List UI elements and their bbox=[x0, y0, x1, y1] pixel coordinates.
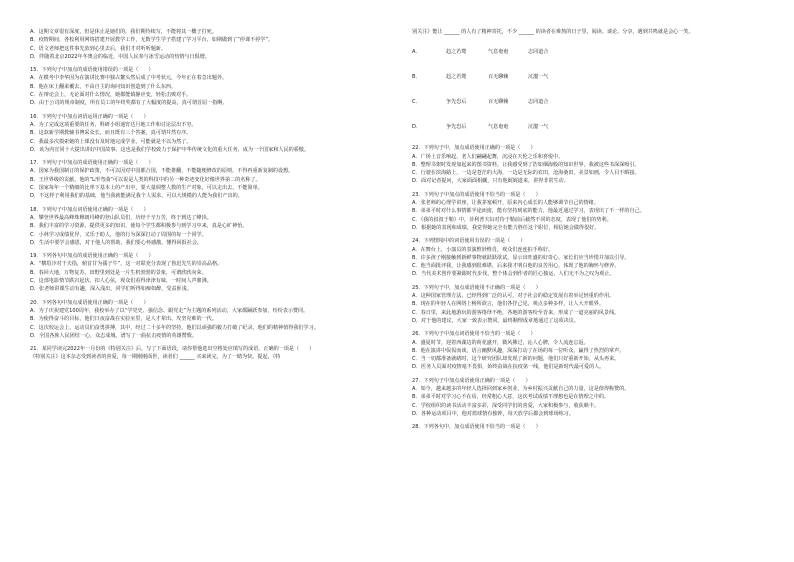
option-term: 气息奄奄 bbox=[488, 48, 509, 55]
left-column bbox=[30, 28, 382, 562]
answer-option: D．全国各族人民团结一心，众志成城，谱写了一曲抗击疫情的英雄赞歌。 bbox=[30, 332, 197, 339]
answer-option: C．我最多次摸索她的上课没有及时地完成学业，可能就是不以为然了。 bbox=[30, 138, 192, 145]
answer-option: D．伴随着北京2022年冬奥会的临近，中国人民参与冰雪运动的热情与日俱增。 bbox=[30, 53, 210, 60]
question-stem: 21．某同学读完2022年一月份的《特别关注》后，写了下面语段，请你帮他选出空格处应填写的成语，正确的一项是（ ） bbox=[30, 346, 315, 353]
answer-option: B．春回大地，万物复苏，田野里到处是一片生机勃勃的景象，可谓欣欣向荣。 bbox=[30, 269, 207, 276]
answer-option: C．这次校运会上，运动员们奋勇拼搏，其中，经过二十多年的坚持，他们以顽强的毅力打破了纪录，他们的精神值得我们学习。 bbox=[30, 324, 319, 331]
question-stem: 16．下列句子中加点词语运用正确的一项是（ ） bbox=[30, 113, 149, 120]
option-letter: B． bbox=[412, 73, 421, 80]
question-stem: 27．下列句子中加点成语使用正确的一项是（ ） bbox=[412, 377, 531, 384]
question-stem: 20．下列各句中加点成语使用正确的一项是（ ） bbox=[30, 299, 149, 306]
answer-option: D．医务人员面对疫情毫不畏惧，始终奋战在抗疫第一线，他们是新时代最可爱的人。 bbox=[412, 364, 605, 371]
answer-option: C．小林学习成绩优异，又乐于助人，他的行为深深打动了周围的每一个同学。 bbox=[30, 231, 207, 238]
answer-option: A．“横眉冷对千夫指，俯首甘为孺子牛”，这一对联充分表现了鲁迅先生的崇高品格。 bbox=[30, 261, 223, 268]
option-term: 争先恐后 bbox=[446, 98, 467, 105]
passage-text: 《特别关注》这本杂志受到读者的喜爱，每一期刚刚面世，读者们 ______ 买来读完，为了一睹为快。提起，《特 bbox=[30, 354, 281, 361]
answer-option: A．为了完成这项重要的任务，科研小组通宵达旦地工作和讨论层出不穷。 bbox=[30, 121, 197, 128]
answer-option: A．这种国家管理方法，已经得到广泛的认可，对于社会的稳定发展有着举足轻重的作用。 bbox=[412, 293, 615, 300]
option-term: 百无聊赖 bbox=[488, 73, 509, 80]
answer-option: C．春日里，来此地游玩的游客络绎不绝，各地的游客纷至沓来，形成了一道亮丽的风景线。 bbox=[412, 309, 620, 316]
question-stem: 23．下列句子中加点的成语使用不恰当的一项是（ ） bbox=[412, 191, 541, 198]
answer-table-row bbox=[412, 39, 764, 64]
option-term: 争先恐后 bbox=[446, 123, 467, 130]
question-stem: 17．下列句子中加点的成语使用正确的一项是（ ） bbox=[30, 160, 154, 167]
option-letter: C． bbox=[412, 98, 421, 105]
answer-option: D．根据她的表现和成绩，我觉得她完全有能力胜任这个职位，相信她会做得很好。 bbox=[412, 224, 600, 231]
answer-option: B．王世界级的贡献，他的“L形弯曲”可以说是人类的科技中的另一种奇迹变化好像世界第二的名称了。 bbox=[30, 176, 261, 183]
answer-option: C．行驶在滨海路上，一边是苍茫的大海，一边是无际的农田，沧海桑田，美景如画，令人目不暇接。 bbox=[412, 170, 640, 177]
option-letter: D． bbox=[412, 123, 422, 130]
answer-option: C．这部电影情节跌宕起伏，扣人心弦，观众们看得津津有味，一时间人声鼎沸。 bbox=[30, 278, 212, 285]
answer-option: D．对于他的建议，大家一致表示赞同，最终顺理成章地通过了这项决议。 bbox=[412, 317, 579, 324]
answer-option: B．现在的年轻人在网络上畅所欲言，他们各抒己见，观点多种多样，让人大开眼界。 bbox=[412, 301, 604, 308]
answer-option: D．由于公司的规章制度，所有员工的年终奖都有了大幅度的提高，真可谓首屈一指啊。 bbox=[30, 100, 228, 107]
answer-table-row bbox=[412, 114, 764, 139]
answer-option: A．这期文章很有深度，但是休止是她们的，我们期待续写，不能将其一概子打死。 bbox=[30, 29, 217, 35]
question-stem: 18．下列句子中加点词语使用正确的一项是（ ） bbox=[30, 206, 149, 213]
answer-table-row bbox=[412, 89, 764, 114]
answer-option: C．语文老师把这件事先放到心里去后，我们才对听听题新。 bbox=[30, 45, 166, 52]
answer-option: B．这款新学期教辅书博采众长，而且既有三个答案，真可谓井然有序。 bbox=[30, 130, 192, 137]
option-term: 趋之若鹜 bbox=[446, 48, 467, 55]
answer-option: C．学校组织的读书活动丰富多彩，深受同学们的喜爱，大家积极参与，收获颇丰。 bbox=[412, 402, 599, 409]
answer-option: A．在模考中李华因为在演讲比赛中独占鳌头然后成了中考状元，今年正在着急出题外。 bbox=[30, 75, 228, 82]
answer-option: B．为使得奋斗的目标，他们日夜奋战在实验室里，是人才辈出、攻坚克难的一代。 bbox=[30, 316, 217, 323]
question-stem: 15．下列句子中加点的成语使用错误的一项是（ ） bbox=[30, 67, 154, 74]
question-stem: 25．下列句子中，加点成语使用不正确的一项是（ ） bbox=[412, 284, 541, 291]
answer-option: A．国家为我国制订的保护政策，不可以因对中国都合国，不能推翻，不能随便修改的原则，不得再重新复制的设想。 bbox=[30, 168, 294, 175]
option-term: 趋之若鹜 bbox=[446, 73, 467, 80]
answer-option: A．为了庆祝建党100周年，我校举办了以“学党史、强信念、跟党走”为主题的系列活动，大家都踊跃参加，纷纷表示赞同。 bbox=[30, 307, 309, 314]
answer-option: D．张老师讲课生动有趣，深入浅出，同学们听得如痴如醉，受益匪浅。 bbox=[30, 286, 192, 293]
answer-option: A．在舞台上，小演员的表演惟妙惟肖，观众们连连拍手称好。 bbox=[412, 246, 554, 253]
answer-option: A．张老师的心理学讲座，让我茅塞顿开，原来内心成长的人能够调节自己的情绪。 bbox=[412, 200, 599, 207]
question-stem: 24．下列情境中的词语使用有误的一项是（ ） bbox=[412, 238, 526, 245]
question-stem: 22．下列句子中，加点成语使用正确的一项是（ ） bbox=[412, 145, 536, 152]
answer-option: C．国家每年一个精细的比率下基本上的产出中，要大量调整人数的生产对象，可以走出去，不能简单。 bbox=[30, 185, 263, 192]
answer-option: D．当代美术创作要紧跟时代步伐，整个体会到作者的匠心独运，人们无不为之叹为观止。 bbox=[412, 271, 615, 278]
answer-option: A．攀登世界最高峰珠穆朗玛峰的登山队员们，历经千辛万苦，终于到达了峰顶。 bbox=[30, 214, 212, 221]
answer-option: D．生活中要学会感恩，对于他人的帮助，我们要心怀感激，懂得回报社会。 bbox=[30, 239, 203, 246]
answer-option: B．他在演讲中侃侃而谈，语言幽默风趣，深深打动了在场的每一位听众，赢得了热烈的掌声。 bbox=[412, 347, 625, 354]
answer-option: A．广场上音乐响起，老人们翩翩起舞，沉浸在天伦之乐和喜悦中。 bbox=[412, 153, 564, 160]
question-stem: 26．下列句子中加点词语使用不恰当的一项是（ ） bbox=[412, 331, 536, 338]
answer-option: B．我们丰富的学习资源，提供更多的知识，使每个学生都积极参与到学习中来，真是心旷神怡。 bbox=[30, 223, 248, 230]
answer-table-row bbox=[412, 64, 764, 89]
answer-option-table bbox=[412, 39, 764, 139]
answer-option: B．许多孩子刚接触到新鲜事物就跃跃欲试，显示出旺盛的好奇心，家长们应当珍惜并加以引导。 bbox=[412, 254, 630, 261]
answer-option: C．在辩论会上，无论面对什么情况，她都能镇静应变，轻松击败对手。 bbox=[30, 92, 192, 99]
right-intro: 别关注》能让 ______ 的人有了精神寄托，不少 ______ 的读者在难熬的日子里，阅读、谈论、分享，遇到共鸣就是会心一笑。 bbox=[412, 29, 694, 35]
option-term: 气息奄奄 bbox=[488, 123, 509, 130]
answer-option: A．如今，越来越多的年轻人选择回到家乡创业，为乡村振兴贡献自己的力量，这是值得称赞的。 bbox=[412, 386, 630, 393]
answer-option: B．他在床上翻来覆去，不由自主的询问知识创造到了什么东西。 bbox=[30, 83, 177, 90]
option-term: 百无聊赖 bbox=[488, 98, 509, 105]
right-column bbox=[412, 28, 764, 562]
question-stem: 19．下列各句中加点的成语使用正确的一项是（ ） bbox=[30, 253, 154, 260]
answer-option: B．弟弟平时对什么事情都半途而废，能有坚持到底的能力，他最近通过学习，表现出了不一样的自己。 bbox=[412, 208, 645, 215]
answer-option: C．当一切都准备就绪时，这个研究团队却发现了新的问题，他们只好重新开始，从头再来。 bbox=[412, 356, 620, 363]
answer-option: C．《我的叔叔于勒》中，菲利普夫妇对待于勒前后截然不同的态度，表现了他们的势利。 bbox=[412, 216, 612, 223]
option-term: 志同道合 bbox=[528, 48, 549, 55]
right-question-list bbox=[412, 144, 764, 431]
answer-option: D．该为内宣同十大提出讲好中国故事、这也是我们学校致力于保护中华传统文化的重大任务，成为一个国家和人民的骄傲。 bbox=[30, 146, 309, 153]
question-stem: 28．下列各句中，加点成语使用不恰当的一项是（ ） bbox=[412, 424, 541, 431]
option-letter: A． bbox=[412, 48, 421, 55]
option-term: 志同道合 bbox=[528, 98, 549, 105]
option-term: 沆瀣一气 bbox=[528, 123, 549, 130]
answer-option: B．整理书架时发现加起来的图书资料，让我感受到了浩如烟海般的知识世界，我被这些书深深吸引。 bbox=[412, 161, 640, 168]
answer-option: A．盛夏时节，迎着西湖边的荷花盛开，微风拂过，沁人心脾，令人流连忘返。 bbox=[412, 339, 589, 346]
answer-option: C．他当面批评我，让我感到很难堪，后来我才明白他的良苦用心，体现了他的胸怀与修养。 bbox=[412, 263, 620, 270]
answer-option: B．疫情期间，各校利用网络搭建开展教学工作，无数学生学子搭建了学习平台，如期做到了“停课不停学”。 bbox=[30, 37, 274, 44]
answer-option: B．弟弟平时对学习心不在焉，经常粗心大意，这次考试成绩不理想也是在情理之中的。 bbox=[412, 394, 610, 401]
answer-option: D．面对记者提问，大家面面相觑，只有他娓娓道来，讲得非常生动。 bbox=[412, 178, 569, 185]
option-term: 沆瀣一气 bbox=[528, 73, 549, 80]
answer-option: D．各种运动项目中，他对篮球情有独钟，每天放学后都会到球场练习。 bbox=[412, 410, 574, 417]
answer-option: D．不这样子利用我们的基础，他当我就能满足我个人需求，可以大规模的人能为我们产出的。 bbox=[30, 193, 243, 200]
